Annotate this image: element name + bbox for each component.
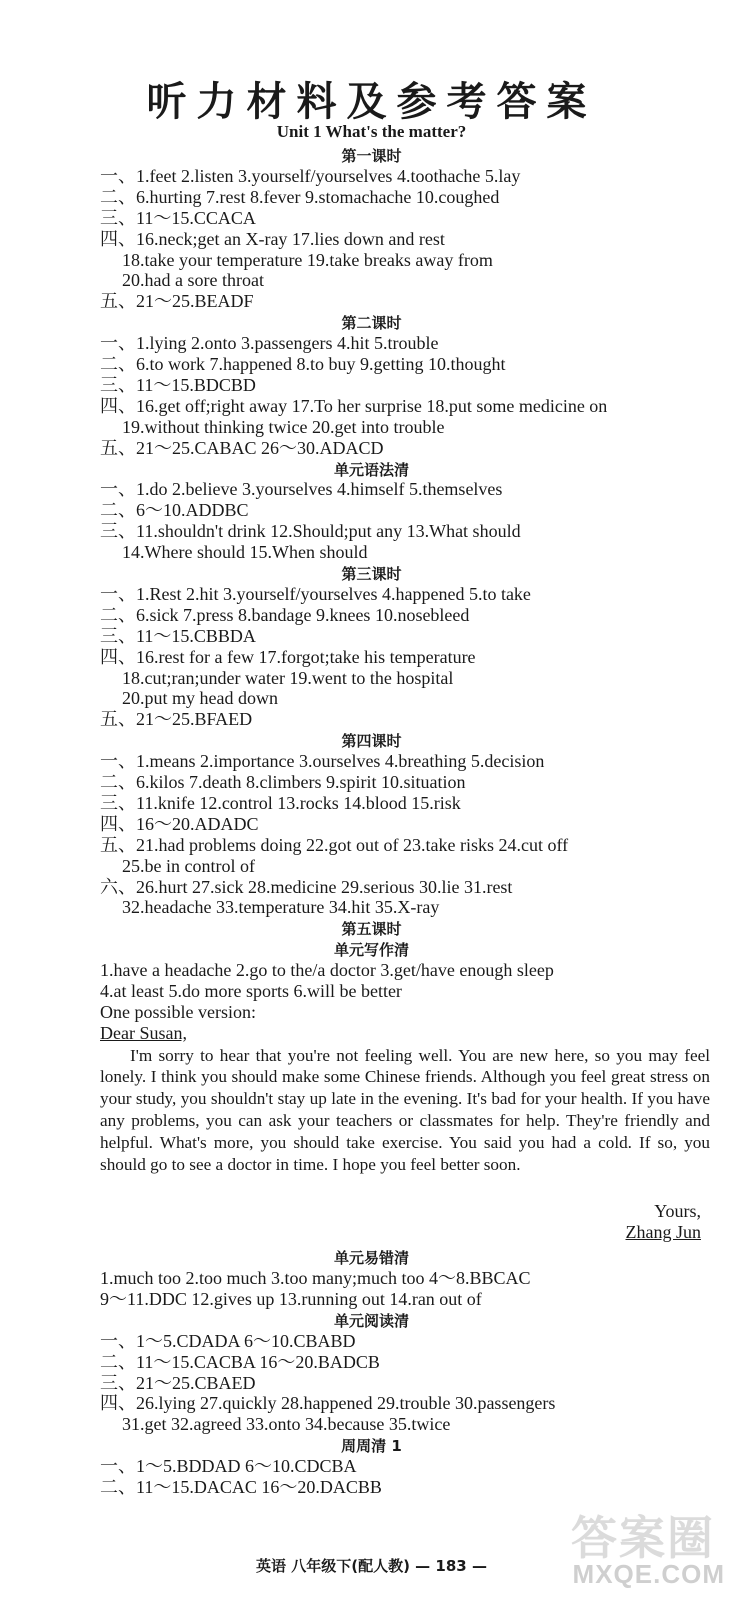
answer-line <box>100 584 531 604</box>
answer-line <box>122 856 255 876</box>
answer-text: 11.knife 12.control 13.rocks 14.blood 15.risk <box>136 792 461 813</box>
salutation: Dear Susan, <box>100 1022 187 1043</box>
question-group-label: 四、 <box>100 395 136 416</box>
answer-text: 16.neck;get an X-ray 17.lies down and rest <box>136 228 445 249</box>
answer-line: 1.much too 2.too much 3.too many;much too 4～8.BBCAC <box>100 1268 531 1288</box>
answer-text: 16.get off;right away 17.To her surprise 18.put some medicine on <box>136 395 608 416</box>
page-footer: 英语 八年级下(配人教) — 183 — <box>256 1557 487 1575</box>
answer-text: 1.Rest 2.hit 3.yourself/yourselves 4.happened 5.to take <box>136 583 531 604</box>
answer-text: 1.lying 2.onto 3.passengers 4.hit 5.trouble <box>136 333 439 354</box>
section-heading: 周周清 1 <box>341 1437 402 1456</box>
answer-line <box>100 1331 356 1351</box>
section-heading: 第五课时 <box>341 920 402 939</box>
question-group-label: 六、 <box>100 876 136 897</box>
question-group-label: 二、 <box>100 1351 136 1372</box>
answer-line <box>100 208 256 228</box>
answer-line <box>100 521 521 541</box>
question-group-label: 二、 <box>100 354 136 374</box>
answer-text: 19.without thinking twice 20.get into trouble <box>122 416 445 437</box>
answer-text: 21～25.CABAC 26～30.ADACD <box>136 437 384 458</box>
answer-text: 6.kilos 7.death 8.climbers 9.spirit 10.situation <box>136 772 466 792</box>
answer-line <box>100 500 249 520</box>
answer-text: 1.do 2.believe 3.yourselves 4.himself 5.themselves <box>136 479 503 500</box>
answer-text: 6～10.ADDBC <box>136 500 249 521</box>
signature: Zhang Jun <box>625 1222 701 1243</box>
question-group-label: 三、 <box>100 374 136 395</box>
section-heading: 第四课时 <box>341 732 402 751</box>
answer-line <box>100 1393 555 1413</box>
answer-text: 11～15.BDCBD <box>136 374 256 395</box>
answer-text: 26.lying 27.quickly 28.happened 29.trouble 30.passengers <box>136 1393 556 1414</box>
section-subheading: 单元写作清 <box>333 941 409 960</box>
answer-line <box>122 1414 450 1434</box>
question-group-label: 四、 <box>100 813 136 834</box>
question-group-label: 一、 <box>100 479 136 500</box>
answer-line <box>122 417 444 437</box>
answer-line <box>100 166 520 186</box>
question-group-label: 四、 <box>100 646 136 667</box>
answer-text: 21～25.CBAED <box>136 1372 256 1393</box>
answer-text: 11～15.DACAC 16～20.DACBB <box>136 1477 382 1497</box>
sample-essay <box>100 1045 710 1176</box>
answer-text: 25.be in control of <box>122 855 255 876</box>
answer-text: 16～20.ADADC <box>136 813 259 834</box>
section-heading: 第三课时 <box>341 565 402 583</box>
answer-line <box>100 709 252 729</box>
answer-text: 6.hurting 7.rest 8.fever 9.stomachache 10.coughed <box>136 186 500 207</box>
section-heading: 第二课时 <box>341 314 402 333</box>
answer-line <box>100 396 607 416</box>
answer-line <box>122 688 278 708</box>
answer-text: 16.rest for a few 17.forgot;take his temperature <box>136 646 476 667</box>
answer-text: 1～5.CDADA 6～10.CBABD <box>136 1330 356 1351</box>
answer-line <box>100 835 568 855</box>
answer-line <box>100 647 476 667</box>
answer-text: 26.hurt 27.sick 28.medicine 29.serious 30.lie 31.rest <box>136 876 513 897</box>
section-heading: 单元语法清 <box>333 460 409 479</box>
answer-line <box>100 772 465 792</box>
answer-line: 9～11.DDC 12.gives up 13.running out 14.ran out of <box>100 1288 482 1309</box>
answer-line <box>122 270 264 290</box>
answer-line <box>100 1352 380 1372</box>
answer-line <box>100 187 499 207</box>
answer-text: 20.put my head down <box>122 688 278 709</box>
answer-text: 11.shouldn't drink 12.Should;put any 13.What should <box>136 521 521 542</box>
answer-line <box>100 793 461 813</box>
answer-line <box>100 291 254 311</box>
answer-line <box>122 668 453 688</box>
question-group-label: 四、 <box>100 228 136 249</box>
answer-line <box>100 814 259 834</box>
watermark-cn: 答案圈 <box>571 1511 715 1565</box>
question-group-label: 五、 <box>100 437 136 458</box>
answer-text: 14.Where should 15.When should <box>122 542 368 563</box>
answer-text: 20.had a sore throat <box>122 270 264 291</box>
answer-line <box>122 897 439 917</box>
section-heading: 单元阅读清 <box>333 1311 409 1330</box>
answer-line <box>122 542 367 562</box>
answer-line <box>100 626 256 646</box>
unit-subtitle: Unit 1 What's the matter? <box>276 122 467 141</box>
answer-text: 32.headache 33.temperature 34.hit 35.X-ray <box>122 897 440 918</box>
answer-line <box>100 1456 357 1476</box>
answer-text: 21～25.BEADF <box>136 291 254 312</box>
question-group-label: 一、 <box>100 165 136 186</box>
question-group-label: 二、 <box>100 500 136 521</box>
section-heading: 第一课时 <box>341 147 402 165</box>
answer-line <box>100 479 502 499</box>
question-group-label: 一、 <box>100 1330 136 1351</box>
answer-text: 18.take your temperature 19.take breaks away from <box>122 249 493 270</box>
answer-line <box>100 877 512 897</box>
answer-text: 18.cut;ran;under water 19.went to the hospital <box>122 667 454 688</box>
answer-line: 1.have a headache 2.go to the/a doctor 3.get/have enough sleep <box>100 960 554 981</box>
answer-text: 11～15.CCACA <box>136 207 256 228</box>
question-group-label: 一、 <box>100 583 136 604</box>
question-group-label: 五、 <box>100 709 136 730</box>
answer-text: 11～15.CBBDA <box>136 625 256 646</box>
version-label: One possible version: <box>100 1001 256 1022</box>
page-title: 听力材料及参考答案 <box>146 79 597 125</box>
answer-line: 4.at least 5.do more sports 6.will be better <box>100 981 402 1001</box>
question-group-label: 五、 <box>100 834 136 855</box>
answer-line <box>100 1373 256 1393</box>
question-group-label: 三、 <box>100 625 136 646</box>
answer-line <box>122 250 493 270</box>
answer-text: 6.sick 7.press 8.bandage 9.knees 10.nosebleed <box>136 604 470 625</box>
answer-line <box>100 333 438 353</box>
answer-line <box>100 605 469 625</box>
answer-line <box>100 438 384 458</box>
closing: Yours, <box>654 1201 701 1222</box>
question-group-label: 三、 <box>100 207 136 228</box>
answer-text: 1.feet 2.listen 3.yourself/yourselves 4.toothache 5.lay <box>136 165 521 186</box>
question-group-label: 二、 <box>100 604 136 625</box>
question-group-label: 三、 <box>100 792 136 813</box>
question-group-label: 一、 <box>100 333 136 354</box>
answer-text: 31.get 32.agreed 33.onto 34.because 35.twice <box>122 1414 451 1435</box>
answer-text: 21.had problems doing 22.got out of 23.take risks 24.cut off <box>136 834 569 855</box>
answer-line <box>100 1477 382 1497</box>
watermark-url: MXQE.COM <box>572 1559 725 1589</box>
answer-text: 1～5.BDDAD 6～10.CDCBA <box>136 1456 357 1477</box>
question-group-label: 三、 <box>100 521 136 542</box>
question-group-label: 四、 <box>100 1393 136 1414</box>
answer-text: 1.means 2.importance 3.ourselves 4.breathing 5.decision <box>136 751 545 772</box>
question-group-label: 一、 <box>100 751 136 772</box>
answer-text: 6.to work 7.happened 8.to buy 9.getting 10.thought <box>136 354 506 374</box>
answer-line <box>100 354 505 374</box>
section-heading: 单元易错清 <box>333 1249 409 1268</box>
answer-text: 11～15.CACBA 16～20.BADCB <box>136 1351 380 1372</box>
essay-text: I'm sorry to hear that you're not feeling well. You are new here, so you may feel lonely. I think you should make some Chinese friends. Although you feel great stress on your study, you shouldn't stay up late in the evening. It's bad for your health. If you have any problems, you can ask your teachers or classmates for help. They're friendly and helpful. What's more, you should take exercise. You said you had a cold. If so, you should go to see a doctor in time. I hope you feel better soon. <box>100 1045 710 1174</box>
question-group-label: 一、 <box>100 1456 136 1477</box>
question-group-label: 二、 <box>100 1477 136 1497</box>
question-group-label: 三、 <box>100 1372 136 1393</box>
answer-line <box>100 375 256 395</box>
question-group-label: 二、 <box>100 186 136 207</box>
watermark-logo <box>535 1502 725 1594</box>
answer-line <box>100 229 445 249</box>
answer-line <box>100 751 544 771</box>
question-group-label: 二、 <box>100 772 136 792</box>
answer-text: 21～25.BFAED <box>136 709 253 730</box>
question-group-label: 五、 <box>100 291 136 312</box>
